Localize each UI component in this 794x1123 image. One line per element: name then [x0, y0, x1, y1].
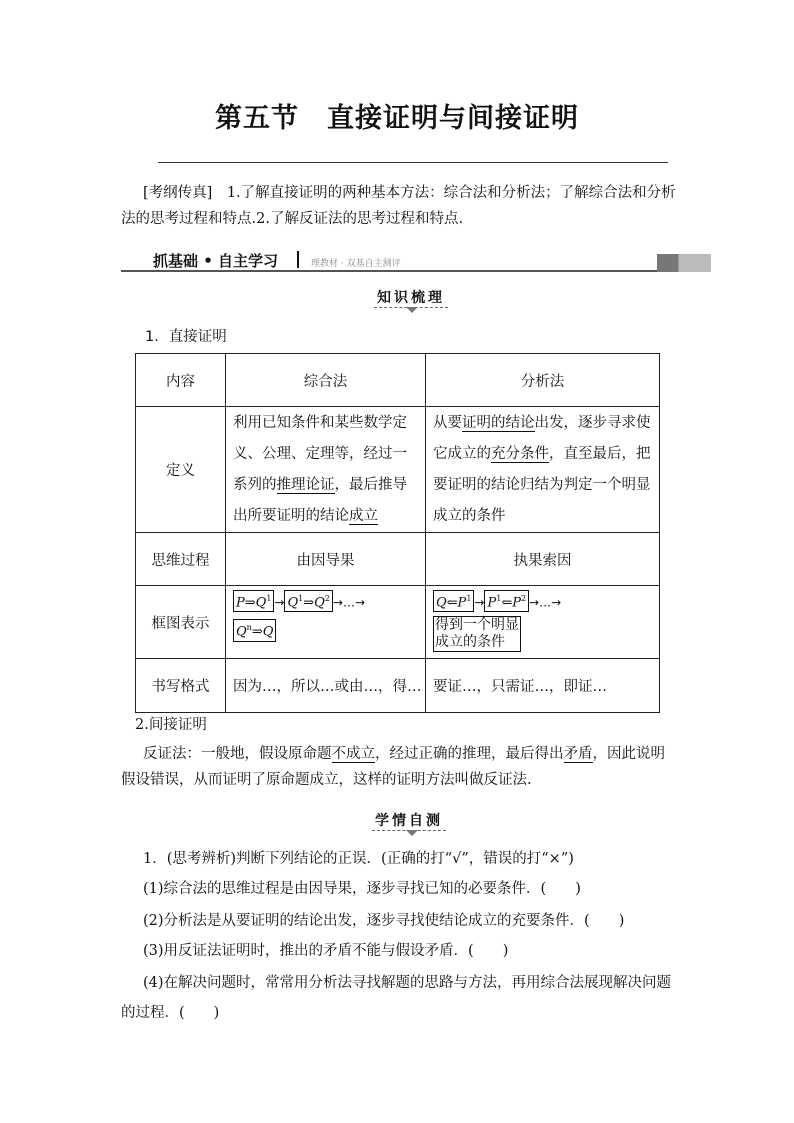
analysis-format: 要证…，只需证…，即证… — [426, 659, 660, 713]
analysis-diagram — [426, 586, 660, 659]
question-1-1: (1)综合法的思维过程是由因导果，逐步寻找已知的必要条件．( ) — [143, 881, 581, 897]
label-definition: 定义 — [136, 407, 226, 533]
flow-end-box — [433, 616, 521, 652]
banner-separator — [297, 251, 299, 268]
table-row — [136, 407, 660, 533]
underlined-term: 矛盾 — [563, 746, 593, 762]
synthesis-format: 因为…，所以…或由…，得… — [226, 659, 426, 713]
header-analysis: 分析法 — [426, 354, 660, 407]
flow-box: $P^1⇐P^2$ — [484, 590, 529, 612]
synthesis-diagram — [226, 586, 426, 659]
table-row — [136, 533, 660, 586]
flow-box: $Q^1\Rightarrow Q^2$ — [284, 590, 332, 612]
synthesis-thinking: 由因导果 — [226, 533, 426, 586]
item-indirect-proof: 2.间接证明 — [135, 717, 207, 733]
text-span: ，直至最后，把要证明的结论归结为判定一个明显成立的条件 — [433, 445, 651, 524]
flow-box: $Q⇐P^1$ — [433, 590, 474, 612]
header-synthesis: 综合法 — [226, 354, 426, 407]
flow-box: $P\Rightarrow Q^1$ — [233, 590, 274, 612]
text-span: 反证法：一般地，假设原命题 — [143, 746, 332, 762]
flow-end-line: 成立的条件 — [435, 634, 505, 651]
question-1-4: (4)在解决问题时，常常用分析法寻找解题的思路与方法，再用综合法展现解决问题的过程．( ) — [121, 975, 672, 1021]
text-span: ，最后推导出所要证明的结论 — [233, 476, 407, 524]
underlined-term: 证明的结论 — [462, 414, 535, 431]
arrow-icon: → — [529, 595, 540, 610]
text-span: ，因此说明假设错误，从而证明了原命题成立，这样的证明方法叫做反证法. — [121, 746, 665, 788]
flow-ellipsis: …→ — [539, 595, 562, 610]
underlined-term: 不成立 — [331, 746, 375, 762]
arrow-icon: → — [274, 595, 285, 610]
section-arrow-icon — [406, 307, 418, 313]
label-diagram: 框图表示 — [136, 586, 226, 659]
text-span: ，经过正确的推理，最后得出 — [375, 746, 564, 762]
synthesis-definition — [226, 407, 426, 533]
section-arrow-icon — [406, 830, 418, 836]
underlined-term: 充分条件 — [491, 445, 549, 462]
question-1-3: (3)用反证法证明时，推出的矛盾不能与假设矛盾．( ) — [143, 943, 509, 959]
question-1-2: (2)分析法是从要证明的结论出发，逐步寻找使结论成立的充要条件．( ) — [143, 913, 625, 929]
text-span: 利用已知条件和某些数学定义、公理、定理等，经过一系列的 — [233, 414, 407, 493]
table-row — [136, 586, 660, 659]
item-direct-proof: 1．直接证明 — [145, 329, 227, 345]
proof-by-contradiction — [121, 741, 677, 793]
banner-label: 抓基础 • 自主学习 — [153, 252, 279, 270]
section-knowledge-title: 知识梳理 — [374, 290, 448, 308]
header-content: 内容 — [136, 354, 226, 407]
outline-text: 1.了解直接证明的两种基本方法：综合法和分析法；了解综合法和分析法的思考过程和特点.2.了解反证法的思考过程和特点. — [121, 185, 676, 227]
section-selftest — [372, 810, 446, 830]
arrow-icon: → — [332, 595, 343, 610]
page-title: 第五节 直接证明与间接证明 — [215, 103, 579, 134]
syllabus-outline — [121, 180, 677, 232]
text-span: 从要 — [433, 414, 462, 431]
label-thinking: 思维过程 — [136, 533, 226, 586]
banner-block — [657, 254, 711, 272]
underlined-term: 推理论证 — [276, 476, 335, 493]
flow-end-line: 得到一个明显 — [435, 617, 519, 634]
comparison-table — [135, 353, 660, 713]
underlined-term: 成立 — [349, 507, 378, 524]
arrow-icon: → — [474, 595, 485, 610]
section-knowledge — [374, 287, 448, 307]
analysis-thinking: 执果索因 — [426, 533, 660, 586]
title-divider — [158, 162, 668, 163]
question-1: 1．(思考辨析)判断下列结论的正误．(正确的打“√”，错误的打“×”) — [143, 851, 574, 867]
section-selftest-title: 学情自测 — [372, 813, 446, 831]
banner-sub: 理教材 · 双基自主测评 — [311, 259, 401, 269]
table-row — [136, 659, 660, 713]
analysis-definition — [426, 407, 660, 533]
outline-tag: [考纲传真] — [143, 185, 213, 201]
table-row — [136, 354, 660, 407]
flow-ellipsis: …→ — [342, 595, 366, 610]
label-format: 书写格式 — [136, 659, 226, 713]
flow-box: $Q^n\Rightarrow Q$ — [233, 619, 276, 641]
text-span: 出发，逐步寻求使它成立的 — [433, 414, 651, 462]
